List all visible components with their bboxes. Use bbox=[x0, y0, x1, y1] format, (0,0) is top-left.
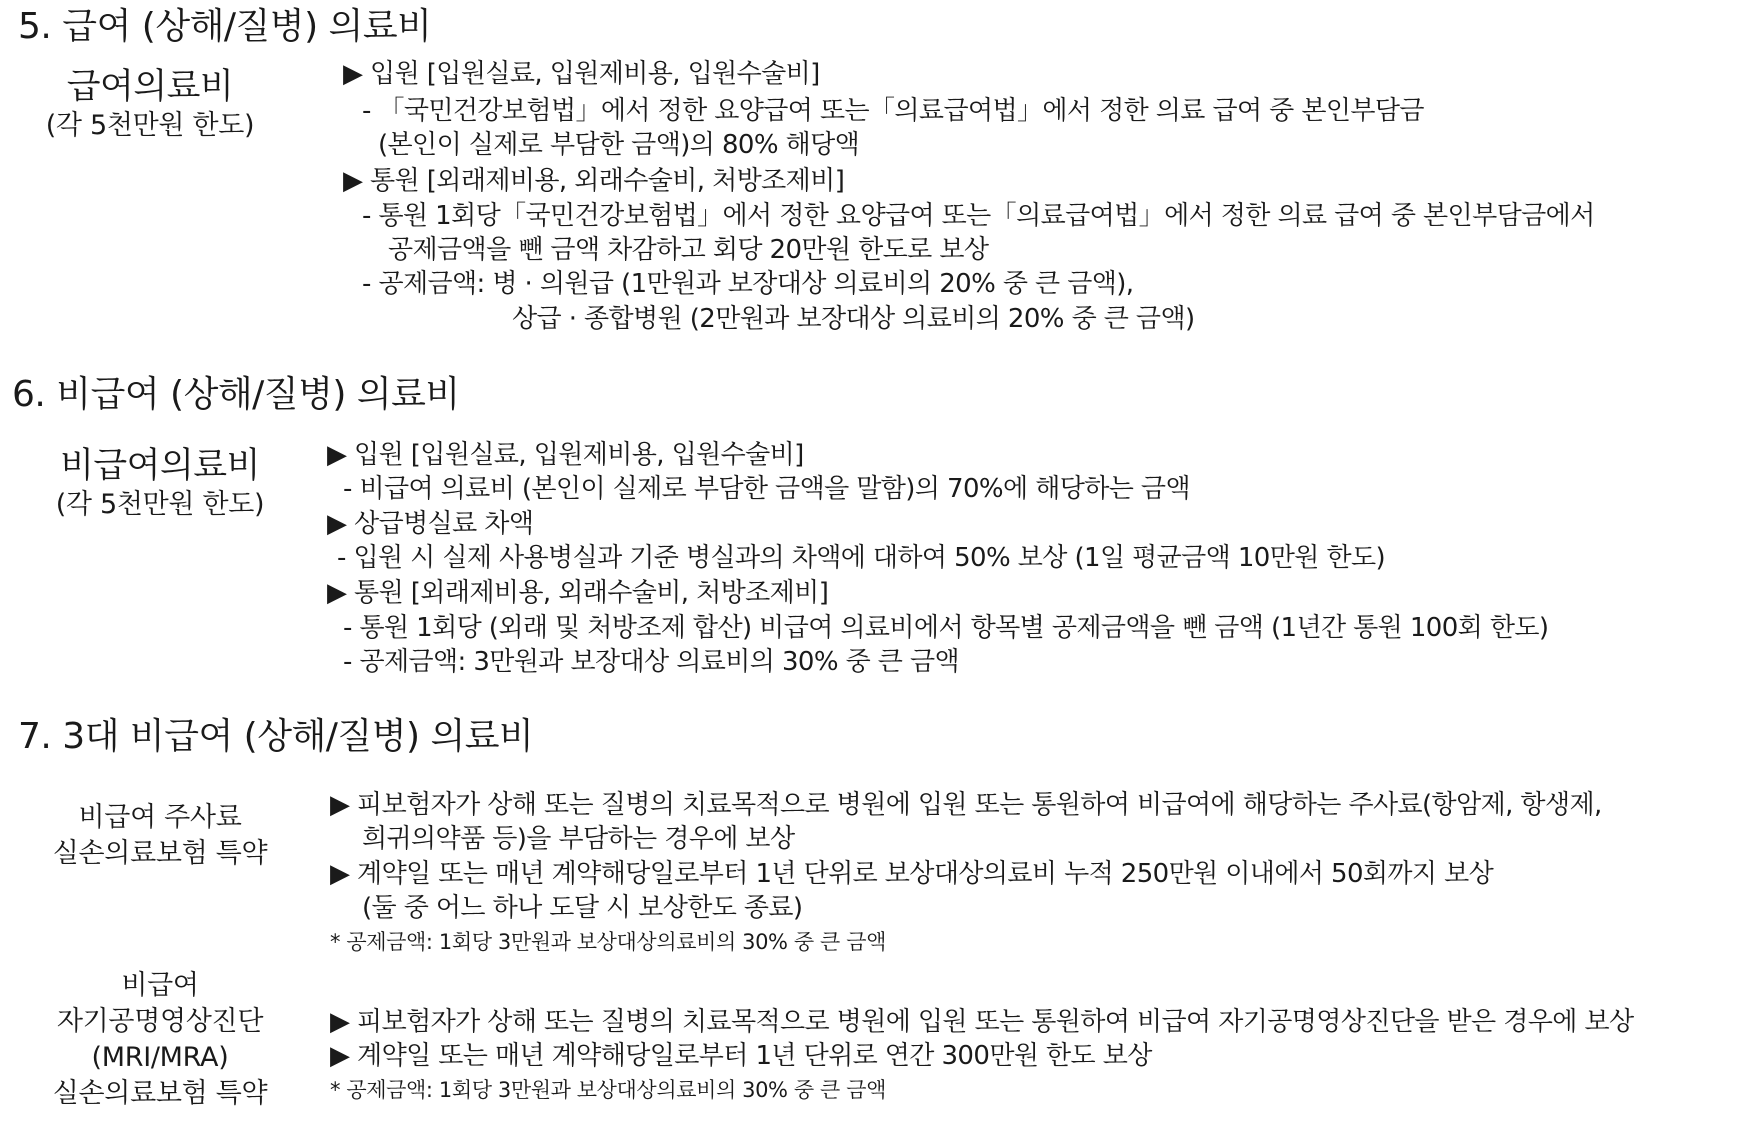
section-7-item-1-line: 희귀의약품 등)을 부담하는 경우에 보상 bbox=[362, 824, 795, 854]
section-6-line: - 입원 시 실제 사용병실과 기준 병실과의 차액에 대하여 50% 보상 (1일 평균금액 10만원 한도) bbox=[337, 543, 1386, 573]
section-7-item-1-note: * 공제금액: 1회당 3만원과 보상대상의료비의 30% 중 큰 금액 bbox=[330, 930, 886, 954]
section-5-label-name: 급여의료비 bbox=[66, 67, 234, 107]
section-7-item-2-label-line: 실손의료보험 특약 bbox=[52, 1078, 268, 1109]
section-5-line: ▶ 입원 [입원실료, 입원제비용, 입원수술비] bbox=[343, 59, 820, 89]
section-5-label bbox=[40, 66, 260, 144]
section-5-line: 상급 · 종합병원 (2만원과 보장대상 의료비의 20% 중 큰 금액) bbox=[512, 304, 1195, 334]
section-7-item-1-line: (둘 중 어느 하나 도달 시 보상한도 종료) bbox=[362, 893, 803, 923]
section-5-line: - 통원 1회당「국민건강보험법」에서 정한 요양급여 또는「의료급여법」에서 정한 의료 급여 중 본인부담금에서 bbox=[362, 201, 1595, 231]
section-6-line: ▶ 통원 [외래제비용, 외래수술비, 처방조제비] bbox=[327, 578, 829, 608]
section-7-item-2-line: ▶ 계약일 또는 매년 계약해당일로부터 1년 단위로 연간 300만원 한도 보상 bbox=[330, 1041, 1152, 1071]
section-7-item-1-line: ▶ 계약일 또는 매년 계약해당일로부터 1년 단위로 보상대상의료비 누적 250만원 이내에서 50회까지 보상 bbox=[330, 859, 1494, 889]
section-6-label bbox=[40, 445, 280, 523]
section-6-line: ▶ 상급병실료 차액 bbox=[327, 509, 534, 539]
section-7-item-2-label-line: 비급여 bbox=[121, 970, 199, 1001]
section-7-title: 7. 3대 비급여 (상해/질병) 의료비 bbox=[18, 716, 534, 757]
section-7-item-1-label-line: 비급여 주사료 bbox=[78, 802, 242, 833]
section-5-line: (본인이 실제로 부담한 금액)의 80% 해당액 bbox=[378, 130, 860, 160]
section-5-line: 공제금액을 뺀 금액 차감하고 회당 20만원 한도로 보상 bbox=[388, 235, 989, 265]
section-7-item-2-label-line: (MRI/MRA) bbox=[91, 1042, 229, 1073]
section-7-item-2-line: ▶ 피보험자가 상해 또는 질병의 치료목적으로 병원에 입원 또는 통원하여 비급여 자기공명영상진단을 받은 경우에 보상 bbox=[330, 1007, 1634, 1037]
section-5-line: - 공제금액: 병 · 의원급 (1만원과 보장대상 의료비의 20% 중 큰 금액), bbox=[362, 269, 1134, 299]
section-5-line: - 「국민건강보험법」에서 정한 요양급여 또는「의료급여법」에서 정한 의료 급여 중 본인부담금 bbox=[362, 96, 1424, 126]
section-7-item-2-label bbox=[30, 968, 290, 1112]
section-7-item-1-line: ▶ 피보험자가 상해 또는 질병의 치료목적으로 병원에 입원 또는 통원하여 비급여에 해당하는 주사료(항암제, 항생제, bbox=[330, 790, 1602, 820]
section-5-label-limit: (각 5천만원 한도) bbox=[45, 110, 255, 141]
section-7-item-1-label bbox=[30, 800, 290, 872]
section-7-item-2-label-line: 자기공명영상진단 bbox=[56, 1006, 264, 1037]
section-5-title: 5. 급여 (상해/질병) 의료비 bbox=[18, 6, 432, 47]
section-6-label-name: 비급여의료비 bbox=[60, 446, 260, 486]
section-6-line: - 통원 1회당 (외래 및 처방조제 합산) 비급여 의료비에서 항목별 공제금액을 뺀 금액 (1년간 통원 100회 한도) bbox=[343, 613, 1549, 643]
section-6-line: - 공제금액: 3만원과 보장대상 의료비의 30% 중 큰 금액 bbox=[343, 647, 959, 677]
section-6-line: ▶ 입원 [입원실료, 입원제비용, 입원수술비] bbox=[327, 440, 804, 470]
section-5-line: ▶ 통원 [외래제비용, 외래수술비, 처방조제비] bbox=[343, 166, 845, 196]
section-7-item-2-note: * 공제금액: 1회당 3만원과 보상대상의료비의 30% 중 큰 금액 bbox=[330, 1078, 886, 1102]
section-6-line: - 비급여 의료비 (본인이 실제로 부담한 금액을 말함)의 70%에 해당하는 금액 bbox=[343, 474, 1190, 504]
section-6-label-limit: (각 5천만원 한도) bbox=[55, 489, 265, 520]
section-7-item-1-label-line: 실손의료보험 특약 bbox=[52, 838, 268, 869]
section-6-title: 6. 비급여 (상해/질병) 의료비 bbox=[12, 374, 460, 415]
